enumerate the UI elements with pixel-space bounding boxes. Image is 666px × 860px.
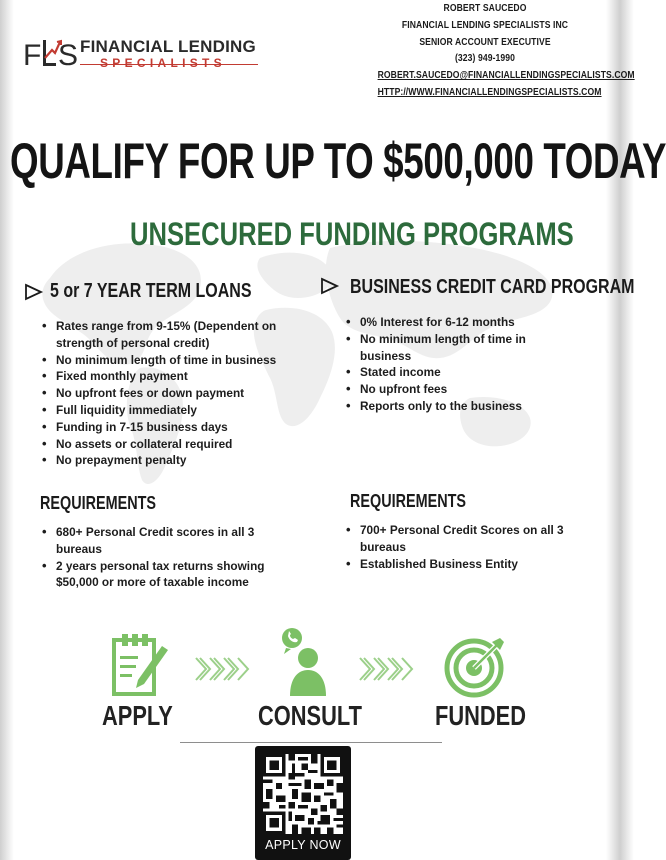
list-item: • Stated income [344,364,544,381]
page-headline: QUALIFY FOR UP TO $500,000 TODAY [10,133,666,189]
term-loans-requirements-list [40,524,290,591]
list-item: • 0% Interest for 6-12 months [344,314,544,331]
svg-text:F: F [23,39,42,72]
list-item: • 680+ Personal Credit scores in all 3 bureaus [40,524,290,558]
list-item: • Funding in 7-15 business days [40,419,310,436]
qr-code-icon [263,754,343,834]
contact-title: SENIOR ACCOUNT EXECUTIVE [419,35,551,48]
contact-email-link[interactable]: ROBERT.SAUCEDO@FINANCIALLENDINGSPECIALISTS.COM [377,69,635,82]
clipboard-pencil-icon [108,632,172,698]
svg-text:S: S [58,39,79,72]
divider [180,742,442,743]
list-item: • No upfront fees [344,381,544,398]
chevrons-right-icon [358,654,416,684]
term-loans-benefits-list [40,318,310,469]
step-apply-label: APPLY [102,700,173,731]
credit-card-heading: BUSINESS CREDIT CARD PROGRAM [350,276,635,298]
term-loans-requirements-heading: REQUIREMENTS [40,493,157,513]
credit-card-benefits-list [344,314,544,415]
credit-card-requirements-list [344,522,574,572]
credit-card-requirements-heading: REQUIREMENTS [350,491,467,511]
section-subheadline: UNSECURED FUNDING PROGRAMS [130,216,574,252]
chevrons-right-icon [194,654,252,684]
list-item: • No upfront fees or down payment [40,385,310,402]
contact-phone[interactable]: (323) 949-1990 [454,52,516,65]
company-logo [22,34,262,74]
list-item: • Full liquidity immediately [40,402,310,419]
term-loans-heading: 5 or 7 YEAR TERM LOANS [50,280,252,302]
contact-block [354,0,635,101]
contact-website-link[interactable]: HTTP://WWW.FINANCIALLENDINGSPECIALISTS.COM [377,85,602,98]
contact-name: ROBERT SAUCEDO [443,2,527,14]
play-arrow-icon [320,277,340,295]
step-funded-label: FUNDED [435,700,527,731]
list-item: • No minimum length of time in business [344,331,544,365]
list-item: • 700+ Personal Credit Scores on all 3 bureaus [344,522,574,556]
contact-company: FINANCIAL LENDING SPECIALISTS INC [401,18,569,31]
list-item: • 2 years personal tax returns showing $50,000 or more of taxable income [40,558,290,592]
list-item: • No assets or collateral required [40,436,310,453]
apply-now-label: APPLY NOW [265,838,341,852]
list-item: • Reports only to the business [344,398,544,415]
list-item: • Established Business Entity [344,556,574,573]
list-item: • No minimum length of time in business [40,352,310,369]
step-consult-label: CONSULT [258,700,362,731]
logo-name: FINANCIAL LENDING [80,37,256,56]
play-arrow-icon [24,283,44,301]
target-icon [444,636,506,698]
apply-now-qr-button[interactable] [255,746,351,860]
list-item: • Fixed monthly payment [40,368,310,385]
person-chat-icon [276,626,330,698]
logo-tagline: SPECIALISTS [100,56,226,70]
fls-logo-mark [22,34,79,74]
list-item: • No prepayment penalty [40,452,310,469]
list-item: • Rates range from 9-15% (Dependent on strength of personal credit) [40,318,310,352]
